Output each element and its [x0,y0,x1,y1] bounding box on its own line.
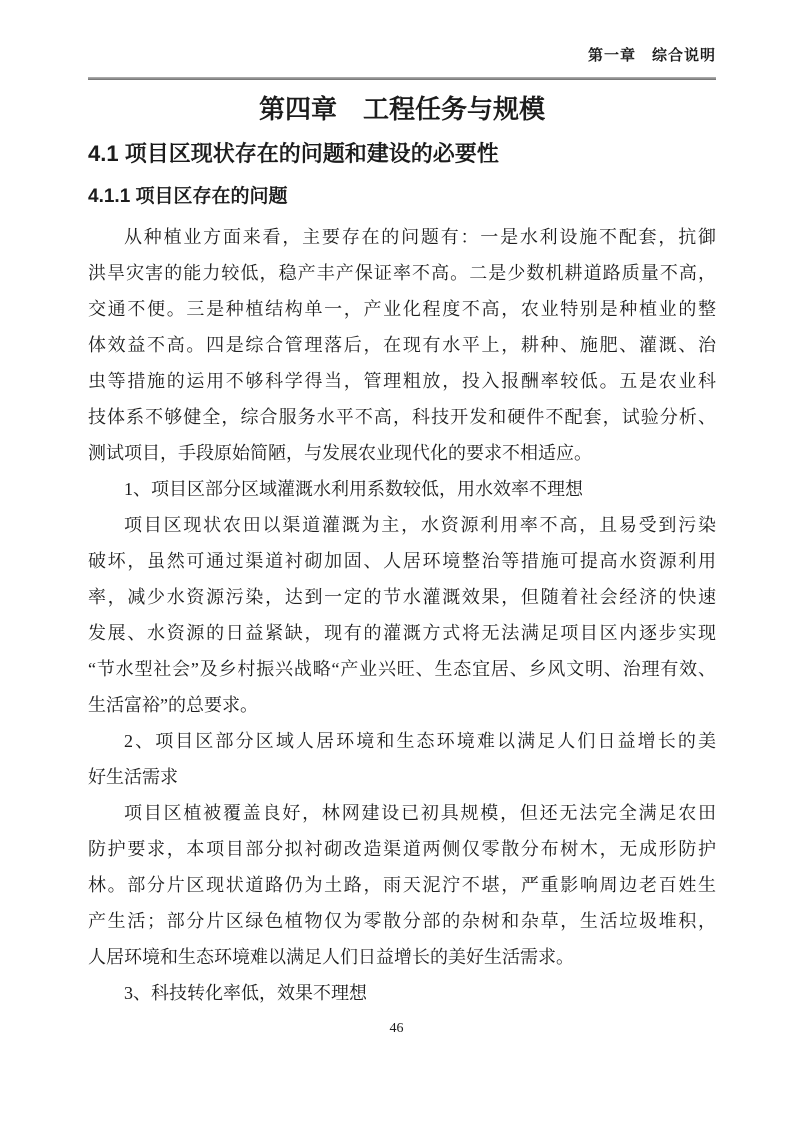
text-line: 率，减少水资源污染，达到一定的节水灌溉效果，但随着社会经济的快速 [88,587,716,607]
text-line: 洪旱灾害的能力较低，稳产丰产保证率不高。二是少数机耕道路质量不高， [88,263,716,283]
text-line: 发展、水资源的日益紧缺，现有的灌溉方式将无法满足项目区内逐步实现 [88,623,716,643]
page-content [88,0,716,1122]
paragraph [88,723,716,795]
running-header-chapter-label: 第一章 综合说明 [587,47,716,64]
text-line: 1、项目区部分区域灌溉水利用系数较低，用水效率不理想 [124,479,583,499]
page-number: 46 [389,1021,404,1036]
paragraph [88,795,716,975]
paragraph [88,471,716,507]
paragraph [88,975,716,1011]
text-line: 好生活需求 [88,767,178,787]
chapter-title: 第四章 工程任务与规模 [258,94,545,124]
paragraph [88,507,716,723]
text-line: 测试项目，手段原始简陋，与发展农业现代化的要求不相适应。 [88,443,592,463]
text-line: 2、项目区部分区域人居环境和生态环境难以满足人们日益增长的美 [124,731,716,751]
text-line: 破坏，虽然可通过渠道衬砌加固、人居环境整治等措施可提高水资源利用 [88,551,716,571]
subsection-heading-4-1-1: 4.1.1 项目区存在的问题 [88,186,288,207]
text-line: 虫等措施的运用不够科学得当，管理粗放，投入报酬率较低。五是农业科 [88,371,716,391]
text-line: 从种植业方面来看，主要存在的问题有：一是水利设施不配套，抗御 [124,227,716,247]
text-line: 3、科技转化率低，效果不理想 [124,983,367,1003]
section-heading-4-1: 4.1 项目区现状存在的问题和建设的必要性 [88,141,499,166]
text-line: 防护要求，本项目部分拟衬砌改造渠道两侧仅零散分布树木，无成形防护 [88,839,716,859]
header-rule [88,77,716,80]
text-line: 生活富裕”的总要求。 [88,695,258,715]
text-line: 人居环境和生态环境难以满足人们日益增长的美好生活需求。 [88,947,574,967]
text-line: 技体系不够健全，综合服务水平不高，科技开发和硬件不配套，试验分析、 [88,407,716,427]
text-line: 林。部分片区现状道路仍为土路，雨天泥泞不堪，严重影响周边老百姓生 [88,875,716,895]
paragraph [88,219,716,471]
document-body [88,219,716,1011]
text-line: 项目区植被覆盖良好，林网建设已初具规模，但还无法完全满足农田 [124,803,716,823]
text-line: 交通不便。三是种植结构单一，产业化程度不高，农业特别是种植业的整 [88,299,716,319]
text-line: 体效益不高。四是综合管理落后，在现有水平上，耕种、施肥、灌溉、治 [88,335,716,355]
text-line: 项目区现状农田以渠道灌溉为主，水资源利用率不高，且易受到污染 [124,515,716,535]
text-line: 产生活；部分片区绿色植物仅为零散分部的杂树和杂草，生活垃圾堆积， [88,911,716,931]
text-line: “节水型社会”及乡村振兴战略“产业兴旺、生态宜居、乡风文明、治理有效、 [88,659,716,679]
